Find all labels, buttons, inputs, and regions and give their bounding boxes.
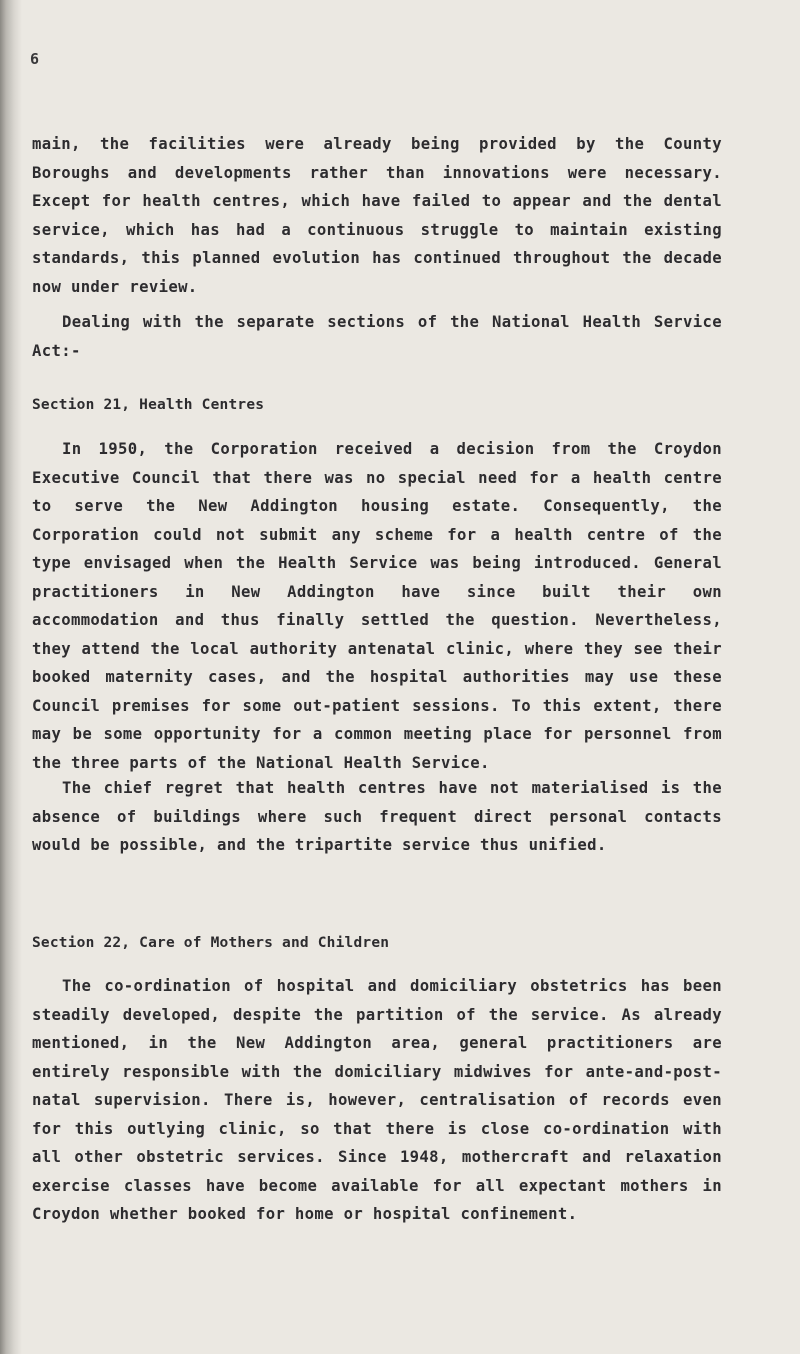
section-21-heading-block (32, 391, 722, 420)
section-22-heading: Section 22, Care of Mothers and Children (32, 935, 390, 951)
section-22-heading-block (32, 929, 722, 958)
section-21-paragraph-1-block (32, 435, 722, 777)
dealing-block (32, 308, 722, 365)
section-22-paragraph-1: The co-ordination of hospital and domiciliary obstetrics has been steadily developed, despite the partition of the service. As already mentioned, in the New Addington area, general practitioners are entirely responsible with the domiciliary midwives for ante-and-post-natal supervision. There is, however, centralisation of records even for this outlying clinic, so that there is close co-ordination with all other obstetric services. Since 1948, mothercraft and relaxation exercise classes have become available for all expectant mothers in Croydon whether booked for home or hospital confinement. (32, 977, 722, 1223)
page-binding-edge (0, 0, 22, 1354)
dealing-paragraph: Dealing with the separate sections of the National Health Service Act:- (32, 313, 722, 360)
intro-paragraph: main, the facilities were already being provided by the County Boroughs and developments rather than innovations were necessary. Except for health centres, which have failed to appear and the dental service, which has had a continuous struggle to maintain existing standards, this planned evolution has continued throughout the decade now under review. (32, 135, 722, 296)
section-21-heading: Section 21, Health Centres (32, 397, 265, 413)
section-21-paragraph-2-block (32, 774, 722, 860)
page-number: 6 (30, 50, 40, 68)
section-22-paragraph-1-block (32, 972, 722, 1229)
intro-block (32, 130, 722, 301)
section-21-paragraph-2: The chief regret that health centres have not materialised is the absence of buildings where such frequent direct personal contacts would be possible, and the tripartite service thus unified. (32, 779, 722, 854)
section-21-paragraph-1: In 1950, the Corporation received a decision from the Croydon Executive Council that there was no special need for a health centre to serve the New Addington housing estate. Consequently, the Corporation could not submit any scheme for a health centre of the type envisaged when the Health Service was being introduced. General practitioners in New Addington have since built their own accommodation and thus finally settled the question. Nevertheless, they attend the local authority antenatal clinic, where they see their booked maternity cases, and the hospital authorities may use these Council premises for some out-patient sessions. To this extent, there may be some opportunity for a common meeting place for personnel from the three parts of the National Health Service. (32, 440, 722, 772)
